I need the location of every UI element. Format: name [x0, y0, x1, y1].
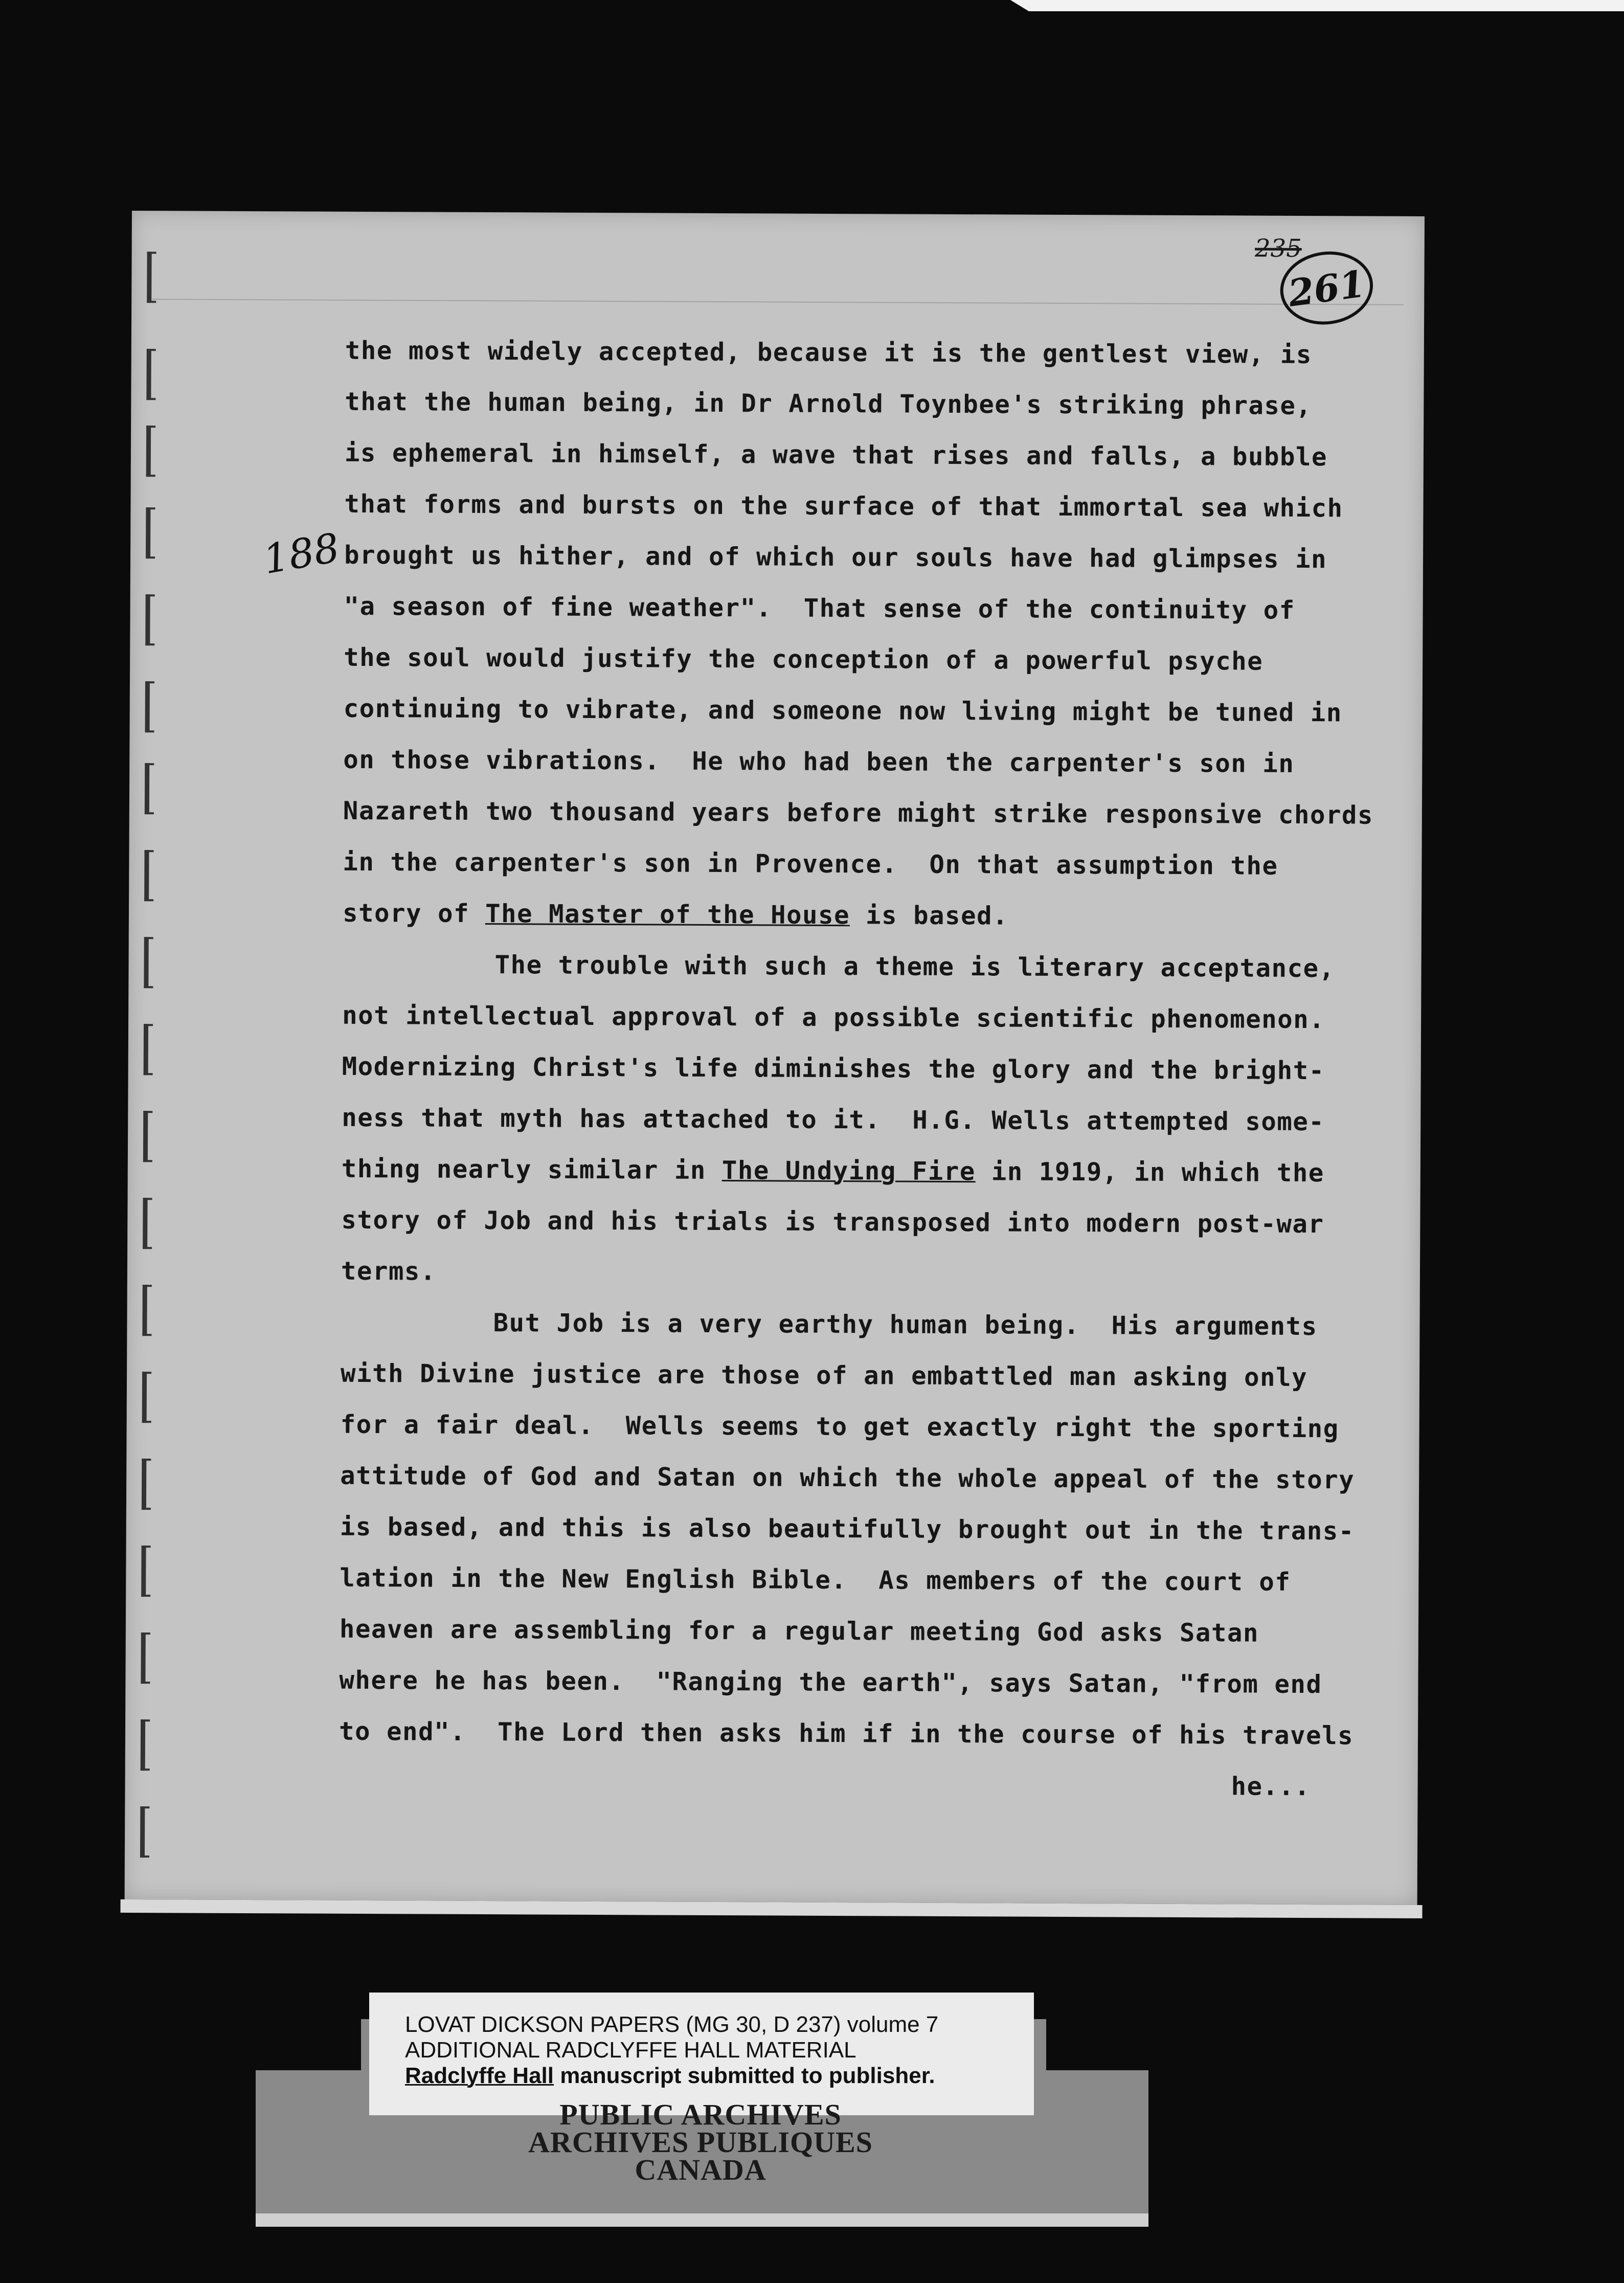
stamp-line: PUBLIC ARCHIVES — [559, 2098, 842, 2131]
binder-bracket — [147, 252, 156, 303]
collection-label — [369, 1993, 1034, 2115]
binder-bracket — [141, 1632, 150, 1684]
binder-bracket — [146, 507, 155, 558]
text-line: story of Job and his trials is transposed into modern post-war — [341, 1205, 1324, 1239]
binder-holes — [140, 252, 168, 1888]
text-line — [343, 888, 1391, 944]
manuscript-page — [125, 211, 1425, 1905]
collection-label-line: LOVAT DICKSON PAPERS (MG 30, D 237) volume 7 — [405, 2012, 939, 2037]
struck-page-number: 235 — [1254, 234, 1302, 263]
text-line: that forms and bursts on the surface of that immortal sea which — [344, 489, 1343, 523]
archives-stamp — [476, 2098, 926, 2186]
stamp-line: CANADA — [635, 2153, 766, 2186]
text-fragment: in 1919, in which the — [975, 1157, 1324, 1188]
stamp-line: ARCHIVES PUBLIQUES — [528, 2125, 873, 2159]
typescript-body — [339, 325, 1393, 1813]
text-fragment: story of — [342, 898, 486, 929]
text-line: with Divine justice are those of an embattled man asking only — [340, 1358, 1308, 1393]
binder-bracket — [145, 681, 154, 732]
binder-bracket — [144, 937, 153, 988]
binder-bracket — [144, 1024, 153, 1075]
binder-bracket — [141, 1546, 150, 1597]
binder-bracket — [145, 594, 154, 645]
label-holder-notch — [1046, 2019, 1148, 2070]
binder-bracket — [142, 1372, 151, 1423]
text-line: to end". The Lord then asks him if in the course of his travels — [339, 1716, 1354, 1751]
text-line — [342, 1144, 1390, 1199]
page-top-edge — [152, 299, 1404, 305]
binder-bracket — [140, 1806, 149, 1857]
text-line: on those vibrations. He who had been the carpenter's son in — [343, 745, 1295, 778]
text-line: where he has been. "Ranging the earth", says Satan, "from end — [339, 1665, 1322, 1699]
text-line: is based, and this is also beautifully brought out in the trans- — [340, 1512, 1355, 1546]
text-line: heaven are assembling for a regular meeting God asks Satan — [339, 1614, 1259, 1648]
archive-label-holder — [256, 2012, 1148, 2213]
text-line: not intellectual approval of a possible scientific phenomenon. — [342, 1000, 1325, 1035]
collection-label-line: ADDITIONAL RADCLYFFE HALL MATERIAL — [405, 2038, 856, 2063]
text-line: attitude of God and Satan on which the whole appeal of the story — [340, 1461, 1355, 1495]
label-holder-notch — [256, 2019, 361, 2070]
binder-bracket — [146, 426, 155, 477]
circled-page-number: 261 — [1276, 246, 1378, 330]
text-line: Modernizing Christ's life diminishes the glory and the bright- — [342, 1051, 1325, 1086]
binder-bracket — [143, 1111, 152, 1162]
text-fragment: thing nearly similar in — [341, 1154, 722, 1185]
binder-bracket — [146, 349, 155, 400]
collection-label-line — [405, 2063, 1019, 2089]
label-holder-base — [256, 2213, 1148, 2227]
text-fragment: is based. — [849, 901, 1009, 931]
text-line: in the carpenter's son in Provence. On that assumption the — [343, 847, 1278, 881]
text-line: terms. — [341, 1256, 437, 1286]
text-line: "a season of fine weather". That sense of the continuity of — [344, 591, 1295, 625]
collection-label-text: manuscript submitted to publisher. — [553, 2063, 935, 2088]
binder-bracket — [145, 763, 154, 814]
text-line: lation in the New English Bible. As members of the court of — [340, 1563, 1291, 1597]
binder-bracket — [141, 1719, 150, 1771]
text-line: Nazareth two thousand years before might strike responsive chords — [343, 796, 1374, 830]
text-line: brought us hither, and of which our souls have had glimpses in — [344, 540, 1327, 574]
underlined-book-title: The Master of the House — [485, 899, 850, 930]
text-line: the most widely accepted, because it is the gentlest view, is — [345, 335, 1312, 370]
underlined-book-title: The Undying Fire — [721, 1156, 976, 1187]
text-line: for a fair deal. Wells seems to get exactly right the sporting — [340, 1409, 1339, 1444]
text-line: is ephemeral in himself, a wave that rises and falls, a bubble — [344, 438, 1328, 472]
binder-bracket — [142, 1459, 151, 1510]
binder-bracket — [142, 1285, 151, 1336]
text-line: the soul would justify the conception of a powerful psyche — [344, 642, 1264, 676]
text-line: ness that myth has attached to it. H.G. Wells attempted some- — [342, 1103, 1325, 1137]
catchword: he... — [1231, 1772, 1311, 1802]
text-line: that the human being, in Dr Arnold Toynbee's striking phrase, — [345, 387, 1312, 421]
adjacent-frame-strip — [1010, 0, 1624, 11]
margin-annotation: 188 — [260, 525, 343, 584]
text-line: continuing to vibrate, and someone now living might be tuned in — [343, 693, 1342, 728]
author-name: Radclyffe Hall — [405, 2063, 554, 2088]
binder-bracket — [143, 1198, 152, 1249]
paragraph-first-line: The trouble with such a theme is literary acceptance, — [494, 950, 1335, 983]
paragraph-first-line: But Job is a very earthy human being. His arguments — [493, 1308, 1318, 1341]
binder-bracket — [144, 850, 153, 901]
